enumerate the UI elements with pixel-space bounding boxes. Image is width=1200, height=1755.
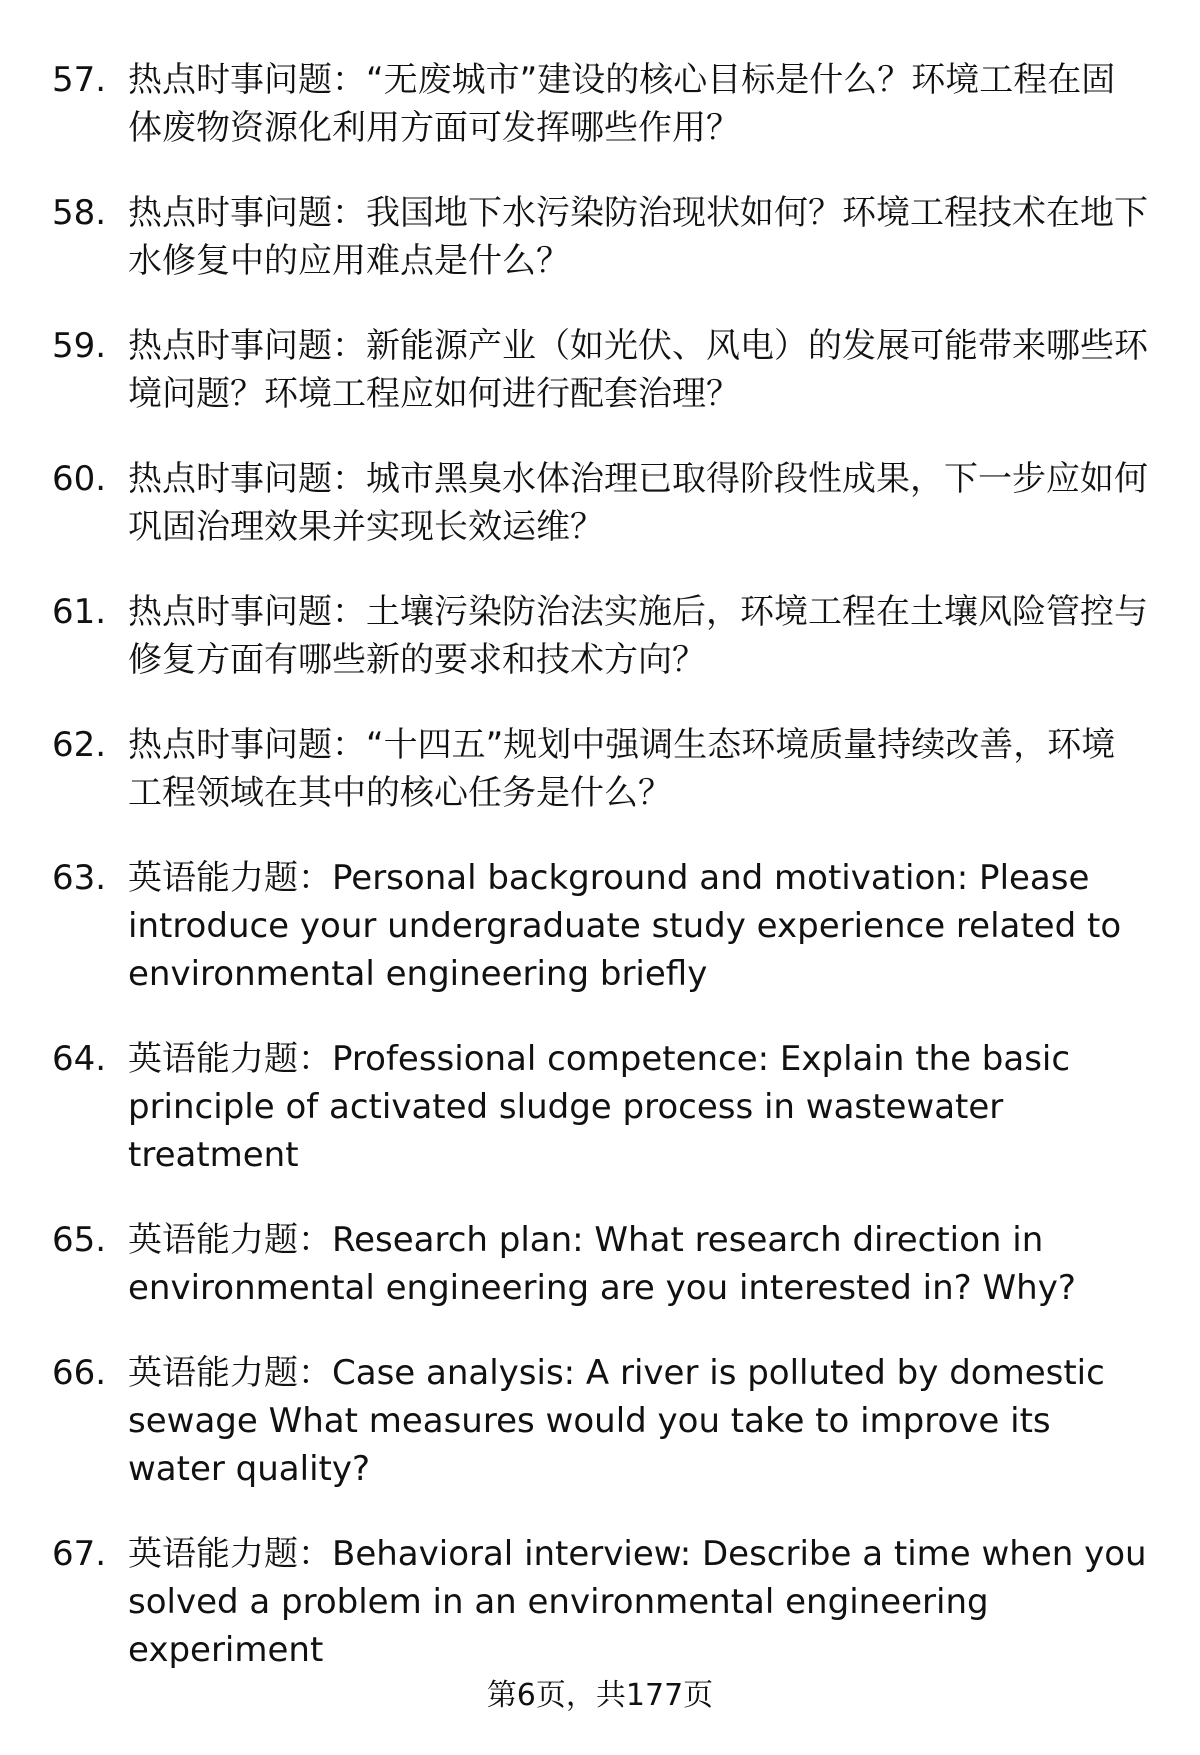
list-item [52,588,1148,684]
list-item [52,56,1148,152]
item-number: 67. [52,1534,107,1574]
list-item [52,455,1148,551]
list-item [52,1349,1148,1493]
item-text: 英语能力题：Research plan: What research direction in environmental engineering are you interested in? Why? [128,1220,1076,1308]
item-number: 60. [52,459,107,499]
item-text: 热点时事问题：“无废城市”建设的核心目标是什么？环境工程在固体废物资源化利用方面可发挥哪些作用？ [128,60,1116,148]
list-item [52,854,1148,998]
item-number: 65. [52,1220,107,1260]
list-item [52,189,1148,285]
list-item [52,1530,1148,1674]
item-number: 64. [52,1039,107,1079]
item-number: 58. [52,193,107,233]
question-list [52,56,1148,1711]
item-text: 英语能力题：Case analysis: A river is polluted by domestic sewage What measures would you take to improve its water quality? [128,1353,1105,1489]
item-text: 英语能力题：Professional competence: Explain the basic principle of activated sludge process in wastewater treatment [128,1039,1071,1175]
item-text: 热点时事问题：新能源产业（如光伏、风电）的发展可能带来哪些环境问题？环境工程应如何进行配套治理？ [128,326,1148,414]
item-text: 热点时事问题：城市黑臭水体治理已取得阶段性成果，下一步应如何巩固治理效果并实现长效运维？ [128,459,1148,547]
list-item [52,1216,1148,1312]
item-text: 热点时事问题：我国地下水污染防治现状如何？环境工程技术在地下水修复中的应用难点是什么？ [128,193,1148,281]
item-number: 62. [52,725,107,765]
list-item [52,721,1148,817]
item-number: 57. [52,60,107,100]
item-number: 61. [52,592,107,632]
item-number: 66. [52,1353,107,1393]
item-text: 热点时事问题：土壤污染防治法实施后，环境工程在土壤风险管控与修复方面有哪些新的要求和技术方向？ [128,592,1148,680]
list-item [52,1035,1148,1179]
item-text: 英语能力题：Personal background and motivation: Please introduce your undergraduate study experience related to environmental engineering briefly [128,858,1122,994]
item-text: 英语能力题：Behavioral interview: Describe a time when you solved a problem in an environmental engineering experiment [128,1534,1147,1670]
item-number: 63. [52,858,107,898]
list-item [52,322,1148,418]
page-number: 第6页，共177页 [486,1678,714,1713]
item-number: 59. [52,326,107,366]
item-text: 热点时事问题：“十四五”规划中强调生态环境质量持续改善，环境工程领域在其中的核心任务是什么？ [128,725,1116,813]
